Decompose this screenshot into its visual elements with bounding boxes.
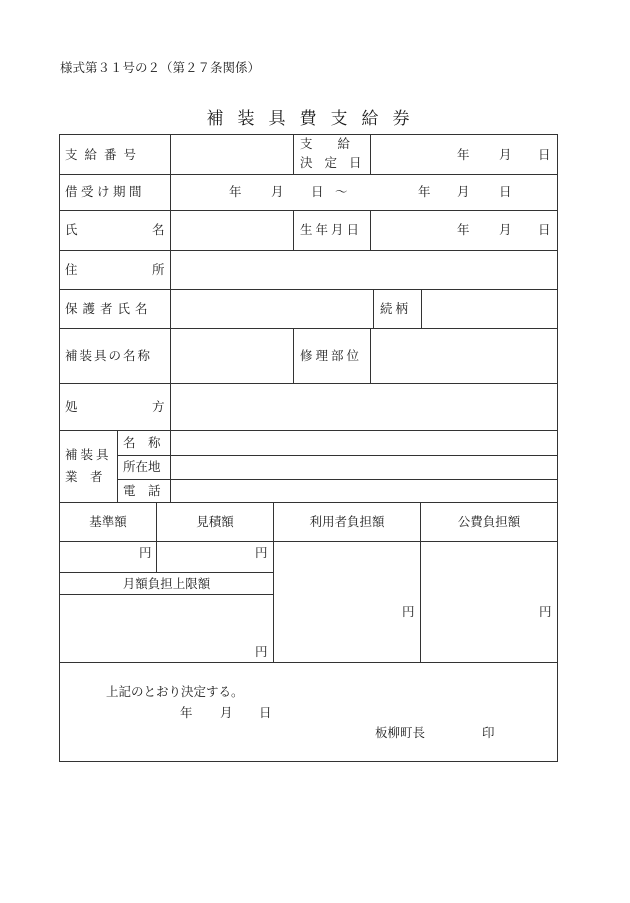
label-shimei-right: 名 bbox=[152, 222, 165, 237]
label-gyosha-1: 補装具 bbox=[65, 447, 112, 462]
row-divider bbox=[59, 174, 558, 175]
date-year: 年 bbox=[180, 705, 193, 720]
label-jusho-left: 住 bbox=[65, 262, 78, 277]
col-divider bbox=[170, 174, 171, 210]
label-shimei-left: 氏 bbox=[65, 222, 78, 237]
col-divider bbox=[156, 502, 157, 572]
date-day: 日 bbox=[311, 184, 324, 199]
date-day: 日 bbox=[538, 222, 551, 237]
label-gyosha-phone: 電 話 bbox=[123, 483, 161, 498]
date-day: 日 bbox=[538, 147, 551, 162]
header-riyousha: 利用者負担額 bbox=[309, 514, 385, 529]
col-divider bbox=[170, 134, 171, 174]
label-seinengappi: 生年月日 bbox=[300, 222, 363, 237]
date-year: 年 bbox=[457, 222, 470, 237]
row-divider bbox=[117, 455, 558, 456]
label-shikyu-kettei-top-text: 支 給 bbox=[300, 136, 351, 151]
label-gyosha-name: 名 称 bbox=[123, 435, 161, 450]
col-divider bbox=[117, 430, 118, 502]
yen-kouhi: 円 bbox=[539, 604, 552, 619]
col-divider bbox=[293, 134, 294, 174]
form-number-label: 様式第３１号の２（第２７条関係） bbox=[60, 60, 261, 75]
row-divider bbox=[59, 594, 274, 595]
header-kijun: 基準額 bbox=[89, 514, 127, 529]
col-divider bbox=[370, 134, 371, 174]
row-divider bbox=[59, 541, 558, 542]
label-shohou-left: 処 bbox=[65, 399, 78, 414]
table-border-right bbox=[557, 134, 558, 762]
date-month: 月 bbox=[499, 147, 512, 162]
date-year: 年 bbox=[457, 147, 470, 162]
col-divider bbox=[170, 430, 171, 502]
row-divider bbox=[59, 210, 558, 211]
mayor-title: 板柳町長 bbox=[375, 725, 426, 740]
col-divider bbox=[170, 328, 171, 383]
table-border-left bbox=[59, 134, 60, 762]
label-jusho-right: 所 bbox=[152, 262, 165, 277]
col-divider bbox=[170, 250, 171, 289]
col-divider bbox=[293, 210, 294, 250]
date-month: 月 bbox=[499, 222, 512, 237]
decision-statement: 上記のとおり決定する。 bbox=[106, 684, 244, 699]
date-month: 月 bbox=[457, 184, 470, 199]
row-divider bbox=[59, 289, 558, 290]
label-shakuju-kikan: 借受け期間 bbox=[65, 184, 146, 199]
col-divider bbox=[373, 289, 374, 328]
col-divider bbox=[170, 289, 171, 328]
label-sougu-meisho: 補装具の名称 bbox=[65, 348, 153, 363]
yen-kijun: 円 bbox=[139, 545, 152, 560]
col-divider bbox=[370, 328, 371, 383]
col-divider bbox=[370, 210, 371, 250]
row-divider bbox=[59, 572, 274, 573]
label-shohou-right: 方 bbox=[152, 399, 165, 414]
table-border-bottom bbox=[59, 761, 558, 762]
label-shikyu-bango: 支給番号 bbox=[65, 147, 144, 162]
row-divider bbox=[59, 250, 558, 251]
yen-getsugaku: 円 bbox=[255, 644, 268, 659]
date-day: 日 bbox=[499, 184, 512, 199]
col-divider bbox=[293, 328, 294, 383]
date-day: 日 bbox=[259, 705, 272, 720]
row-divider bbox=[59, 328, 558, 329]
row-divider bbox=[117, 479, 558, 480]
yen-riyousha: 円 bbox=[402, 604, 415, 619]
label-shikyu-kettei-bottom: 決 定 日 bbox=[300, 155, 366, 170]
label-gyosha-address: 所在地 bbox=[123, 459, 161, 474]
date-year: 年 bbox=[229, 184, 242, 199]
label-shikyu-kettei-top bbox=[300, 137, 366, 151]
header-kouhi: 公費負担額 bbox=[457, 514, 521, 529]
label-getsugaku-jougen: 月額負担上限額 bbox=[122, 576, 211, 591]
label-shuri-bui: 修理部位 bbox=[300, 348, 363, 363]
row-divider bbox=[59, 383, 558, 384]
header-mitsumori: 見積額 bbox=[196, 514, 234, 529]
row-divider bbox=[59, 502, 558, 503]
date-tilde: 〜 bbox=[335, 184, 348, 199]
row-divider bbox=[59, 662, 558, 663]
date-month: 月 bbox=[220, 705, 233, 720]
seal-mark: 印 bbox=[482, 725, 495, 740]
col-divider bbox=[170, 383, 171, 430]
row-divider bbox=[59, 430, 558, 431]
date-year: 年 bbox=[418, 184, 431, 199]
yen-mitsumori: 円 bbox=[255, 545, 268, 560]
col-divider bbox=[170, 210, 171, 250]
form-title: 補装具費支給券 bbox=[206, 109, 424, 129]
table-border-top bbox=[59, 134, 558, 135]
label-hogosha-shimei: 保護者氏名 bbox=[65, 301, 153, 316]
label-gyosha-2: 業 者 bbox=[65, 469, 103, 484]
col-divider bbox=[421, 289, 422, 328]
date-month: 月 bbox=[271, 184, 284, 199]
label-zokugara: 続柄 bbox=[380, 301, 412, 316]
